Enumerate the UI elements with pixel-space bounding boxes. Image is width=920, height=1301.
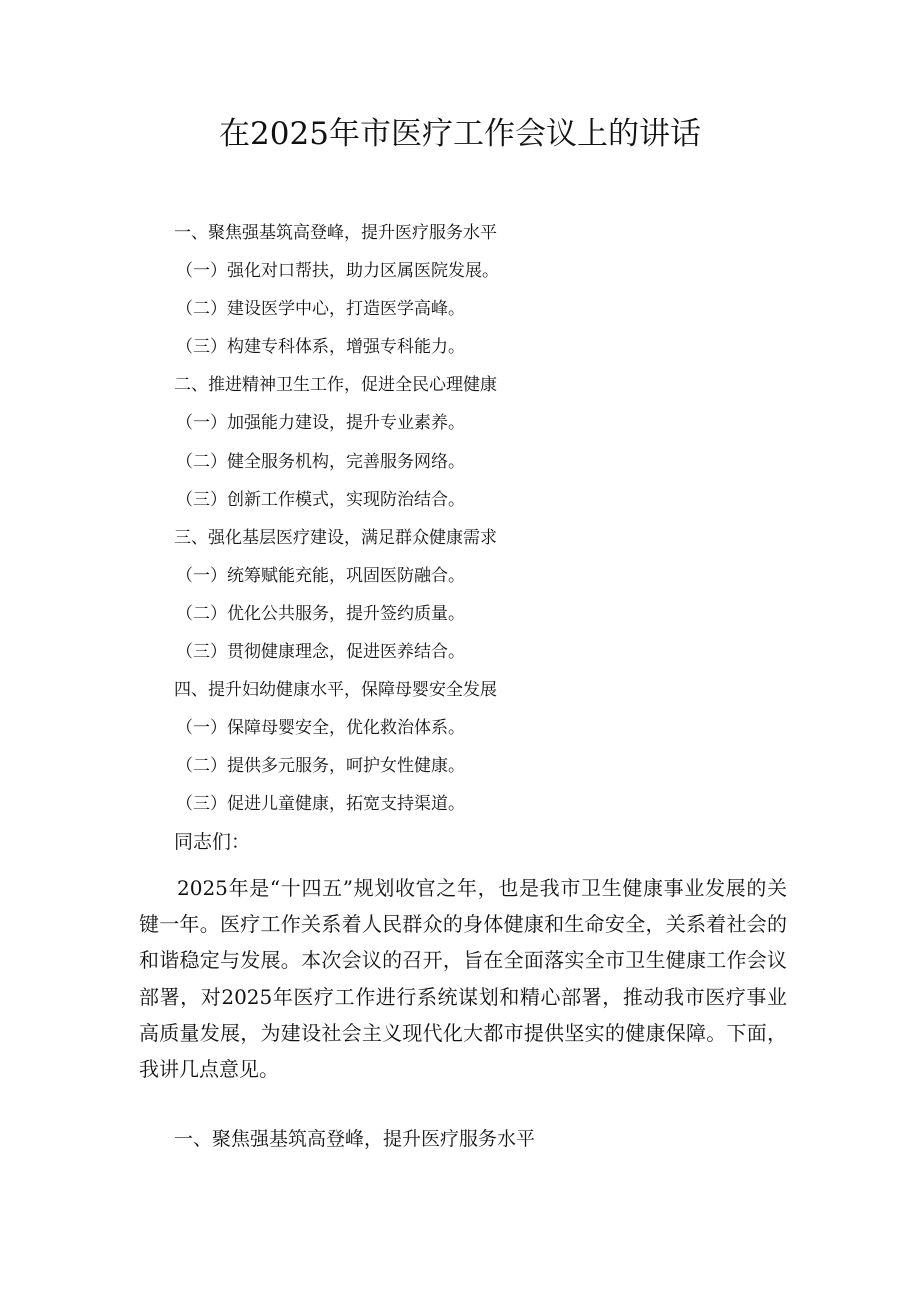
outline-subitem: （一）统筹赋能充能，巩固医防融合。	[176, 565, 465, 586]
outline-subitem: （二）建设医学中心，打造医学高峰。	[176, 299, 465, 320]
outline-item: 一、聚焦强基筑高登峰，提升医疗服务水平	[174, 223, 497, 243]
outline-subitem: （二）优化公共服务，提升签约质量。	[176, 603, 465, 624]
outline-subitem: （三）创新工作模式，实现防治结合。	[176, 489, 465, 510]
outline-list	[174, 222, 774, 832]
document-title: 在2025年市医疗工作会议上的讲话	[219, 116, 701, 152]
speech-greeting: 同志们：	[174, 831, 251, 853]
outline-item: 三、强化基层医疗建设，满足群众健康需求	[174, 527, 497, 548]
section-heading: 一、聚焦强基筑高登峰，提升医疗服务水平	[174, 1128, 536, 1150]
outline-subitem: （三）贯彻健康理念，促进医养结合。	[176, 642, 465, 663]
outline-item: 二、推进精神卫生工作，促进全民心理健康	[174, 375, 497, 396]
outline-item: 四、提升妇幼健康水平，保障母婴安全发展	[174, 680, 497, 701]
outline-subitem: （三）构建专科体系，增强专科能力。	[176, 337, 465, 358]
speech-paragraph: 2025年是“十四五”规划收官之年，也是我市卫生健康事业发展的关键一年。医疗工作关系着人民群众的身体健康和生命安全，关系着社会的和谐稳定与发展。本次会议的召开，旨在全面落实全市卫生健康工作会议部署，对2025年医疗工作进行系统谋划和精心部署，推动我市医疗事业高质量发展，为建设社会主义现代化大都市提供坚实的健康保障。下面，我讲几点意见。	[139, 876, 787, 1082]
outline-subitem: （二）提供多元服务，呵护女性健康。	[176, 756, 465, 777]
outline-subitem: （三）促进儿童健康，拓宽支持渠道。	[176, 794, 465, 815]
outline-subitem: （一）强化对口帮扶，助力区属医院发展。	[176, 261, 499, 282]
outline-subitem: （二）健全服务机构，完善服务网络。	[176, 451, 465, 472]
outline-subitem: （一）加强能力建设，提升专业素养。	[176, 413, 465, 434]
outline-subitem: （一）保障母婴安全，优化救治体系。	[176, 718, 465, 739]
